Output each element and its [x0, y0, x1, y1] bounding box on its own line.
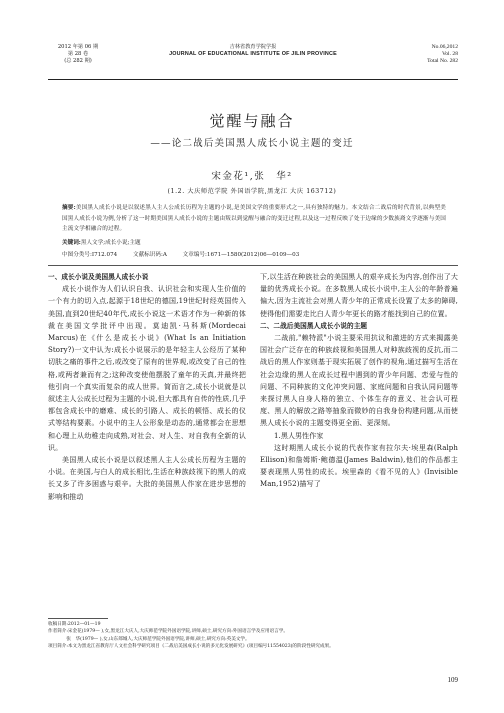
- total-number-en: Total No. 282: [427, 58, 458, 64]
- author-affiliation: (1.2. 大庆师范学院 外国语学院,黑龙江 大庆 163712): [167, 188, 337, 195]
- section-heading-1: 一、成长小说及美国黑人成长小说: [48, 273, 149, 281]
- section-heading-2: 二、二战后美国黑人成长小说的主题: [260, 321, 368, 330]
- keywords-text: 黑人文学;成长小说;主题: [80, 240, 141, 246]
- journal-name-cn: 吉林省教育学院学报: [229, 44, 277, 50]
- document-code: 文献标识码:A: [132, 252, 167, 258]
- total-line: (总 282 期): [64, 58, 92, 64]
- paragraph: 这时期黑人成长小说的代表作家有拉尔夫·埃里森(Ralph Ellison)和詹姆斯·鲍德温(James Baldwin),他们的作品都主要表现黑人男性的成长。埃里森的《看不见的人》(Invisible Man,1952)描写了: [260, 443, 458, 489]
- abstract-rule: [48, 265, 458, 266]
- classification-line: [62, 250, 446, 260]
- author-bio-2: 张 华(1979— ),女,山东郯城人,大庆师范学院外国语学院,讲师,硕士,研究方向:英美文学。: [48, 636, 250, 642]
- abstract: [62, 203, 446, 235]
- keywords: [62, 238, 446, 248]
- subsection-heading: 1.黑人男性作家: [274, 431, 324, 440]
- body-column-right: [260, 271, 458, 491]
- journal-name: [48, 44, 458, 58]
- abstract-label: 摘要:: [62, 205, 76, 211]
- volume-line: 第 28 卷: [67, 51, 89, 57]
- article-number: 文章编号:1671—1580(2012)06—0109—03: [182, 252, 300, 258]
- keywords-label: 关键词:: [62, 240, 81, 246]
- journal-name-en: JOURNAL OF EDUCATIONAL INSTITUTE OF JILIN PROVINCE: [169, 51, 337, 57]
- article-subtitle: ——论二战后美国黑人成长小说主题的变迁: [150, 138, 354, 149]
- volume-en: Vol. 28: [441, 51, 458, 57]
- paragraph-continued: 下,以生活在种族社会的美国黑人的艰辛成长为内容,创作出了大量的优秀成长小说。在多数黑人成长小说中,主人公的年龄普遍偏大,因为主流社会对黑人青少年的正常成长设置了太多的障碍,使得他们需要走比白人青少年更长的路才能找到自己的位置。: [260, 273, 458, 318]
- author-bio-1: 作者简介:宋金花(1979— ),女,黑龙江大庆人,大庆师范学院外国语学院,讲师,硕士,研究方向:外国语言学及应用语言学。: [48, 629, 288, 635]
- clc-number: 中图分类号:I712.074: [62, 252, 118, 258]
- author-names: 宋金花¹,张 华²: [211, 171, 293, 182]
- paragraph: 二战前,"赖特派"小说主要采用抗议和激进的方式来揭露美国社会广泛存在的种族歧视和美国黑人对种族歧视的反抗,而二战后的黑人作家则基于现实拓展了创作的视角,通过描写生活在社会边缘的黑人在成长过程中遇到的青少年问题、恋爱与性的问题、不同种族的文化冲突问题、家庭问题和自我认同问题等来探讨黑人自身人格的独立、个体生存的意义、社会认可程度、黑人的解放之路等抽象而微妙的自我身份构建问题,从而使黑人成长小说的主题变得更全面、更深刻。: [260, 334, 458, 428]
- footnote: [48, 621, 458, 651]
- received-date: 收稿日期:2012—01—19: [48, 622, 101, 627]
- abstract-text: 美国黑人成长小说是以叙述黑人主人公成长历程为主题的小说,是美国文学的重要形式之一,具有独特的魅力。本文结合二战后的时代背景,以典型美国黑人成长小说为例,分析了这一时期美国黑人成长小说的主题由叛以到觉醒与融合的变迁过程,以及这一过程反映了处于边缘的少数族裔文学逐渐与美国主流文学相融合的过程。: [62, 205, 446, 233]
- project-info: 项目简介:本文为黑龙江省教育厅人文社会科学研究项目《二战后美国成长小说的多元化发展研究》(项目编号11554023)的阶段性研究成果。: [48, 644, 334, 650]
- header-rule: [48, 79, 458, 80]
- body-column-left: [48, 271, 246, 503]
- issue-line: 2012 年第 06 期: [57, 44, 99, 50]
- running-header: [48, 44, 458, 76]
- paragraph: 美国黑人成长小说是以叙述黑人主人公成长历程为主题的小说。在美国,与白人的成长相比,生活在种族歧视下的黑人的成长又多了许多困惑与艰辛。大批的美国黑人作家在进步思想的影响和推动: [48, 456, 246, 501]
- issue-info-en: [427, 44, 458, 65]
- issue-number-en: No.06,2012: [431, 44, 458, 50]
- footnote-rule: [48, 618, 108, 619]
- paragraph: 成长小说作为人们认识自我、认识社会和实现人生价值的一个有力的切入点,起源于18世纪的德国,19世纪时经英国传入美国,直到20世纪40年代,成长小说这一术语才作为一种新的体裁在美国文学批评中出现。莫迪凯·马科斯(Mordecai Marcus)在《什么是成长小说》(What Is an Initiation Story?)一文中认为:成长小说展示的是年轻主人公经历了某种切肤之痛的事件之后,或改变了原有的世界观,或改变了自己的性格,或两者兼而有之;这种改变使他摆脱了童年的天真,并最终把他引向一个真实而复杂的成人世界。简而言之,成长小说就是以叙述主人公成长过程为主题的小说,但大都具有自传的性质,几乎都包含成长中的磨难、成长的引路人、成长的顿悟、成长的仪式等结构要素。小说中的主人公形象是动态的,通常都会在思想和心理上从幼稚走向成熟,对社会、对人生、对自我有全新的认识。: [48, 285, 246, 452]
- article-title: 觉醒与融合: [209, 112, 295, 130]
- page-number: 109: [447, 676, 458, 684]
